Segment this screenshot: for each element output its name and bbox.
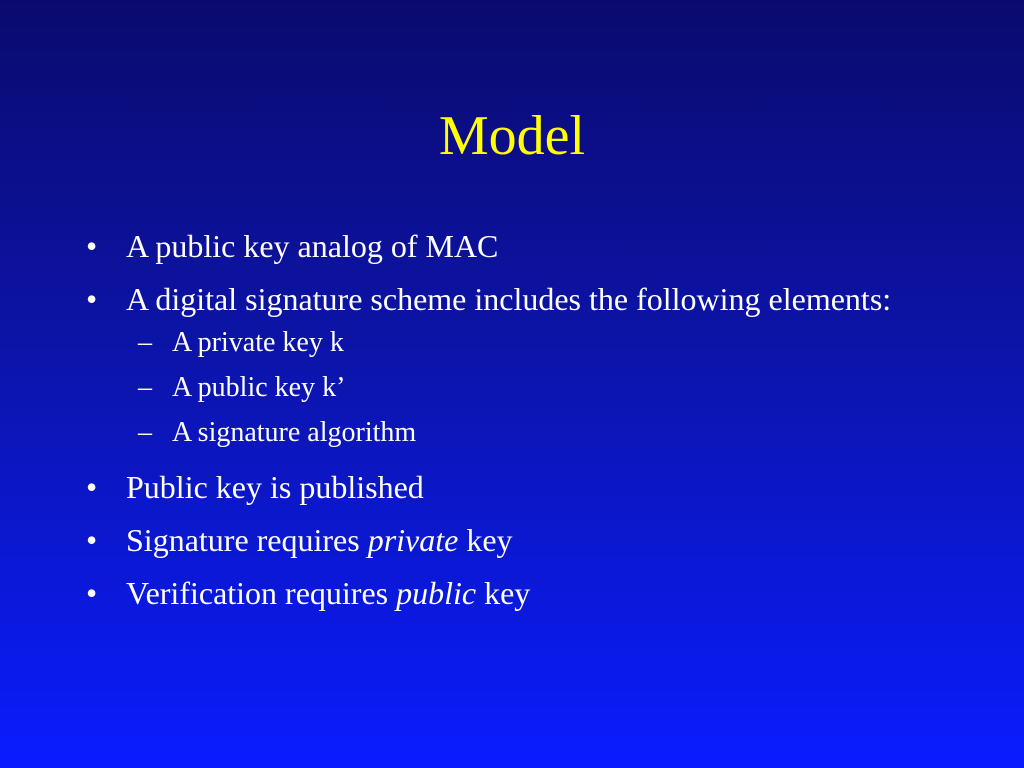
bullet-text-pre: Signature requires	[126, 522, 368, 558]
dash-icon: –	[138, 372, 152, 403]
bullet-item	[86, 279, 946, 320]
bullet-text-emphasis: public	[396, 575, 477, 611]
bullet-text-emphasis: private	[367, 522, 459, 558]
dash-icon: –	[138, 327, 152, 358]
bullet-text-post: key	[476, 575, 531, 611]
bullet-icon: •	[86, 228, 98, 264]
bullet-text: A digital signature scheme includes the following elements:	[126, 281, 892, 317]
bullet-item	[86, 520, 946, 561]
bullet-text	[126, 522, 513, 558]
sub-bullet-item	[86, 371, 946, 404]
bullet-text: A public key analog of MAC	[126, 228, 499, 264]
sub-bullet-text: A public key k’	[172, 372, 346, 403]
bullet-text	[126, 575, 530, 611]
sub-bullet-text: A private key k	[172, 327, 344, 358]
bullet-text: Public key is published	[126, 469, 424, 505]
bullet-icon: •	[86, 575, 98, 611]
bullet-item	[86, 467, 946, 508]
sub-bullet-item	[86, 416, 946, 449]
bullet-icon: •	[86, 469, 98, 505]
bullet-text-pre: Verification requires	[126, 575, 397, 611]
bullet-text-post: key	[458, 522, 513, 558]
bullet-item	[86, 573, 946, 614]
sub-bullet-text: A signature algorithm	[172, 417, 417, 448]
bullet-icon: •	[86, 522, 98, 558]
bullet-item	[86, 226, 946, 267]
slide-body	[86, 226, 946, 626]
slide-title: Model	[438, 105, 586, 167]
sub-bullet-item	[86, 326, 946, 359]
dash-icon: –	[138, 417, 152, 448]
bullet-icon: •	[86, 281, 98, 317]
